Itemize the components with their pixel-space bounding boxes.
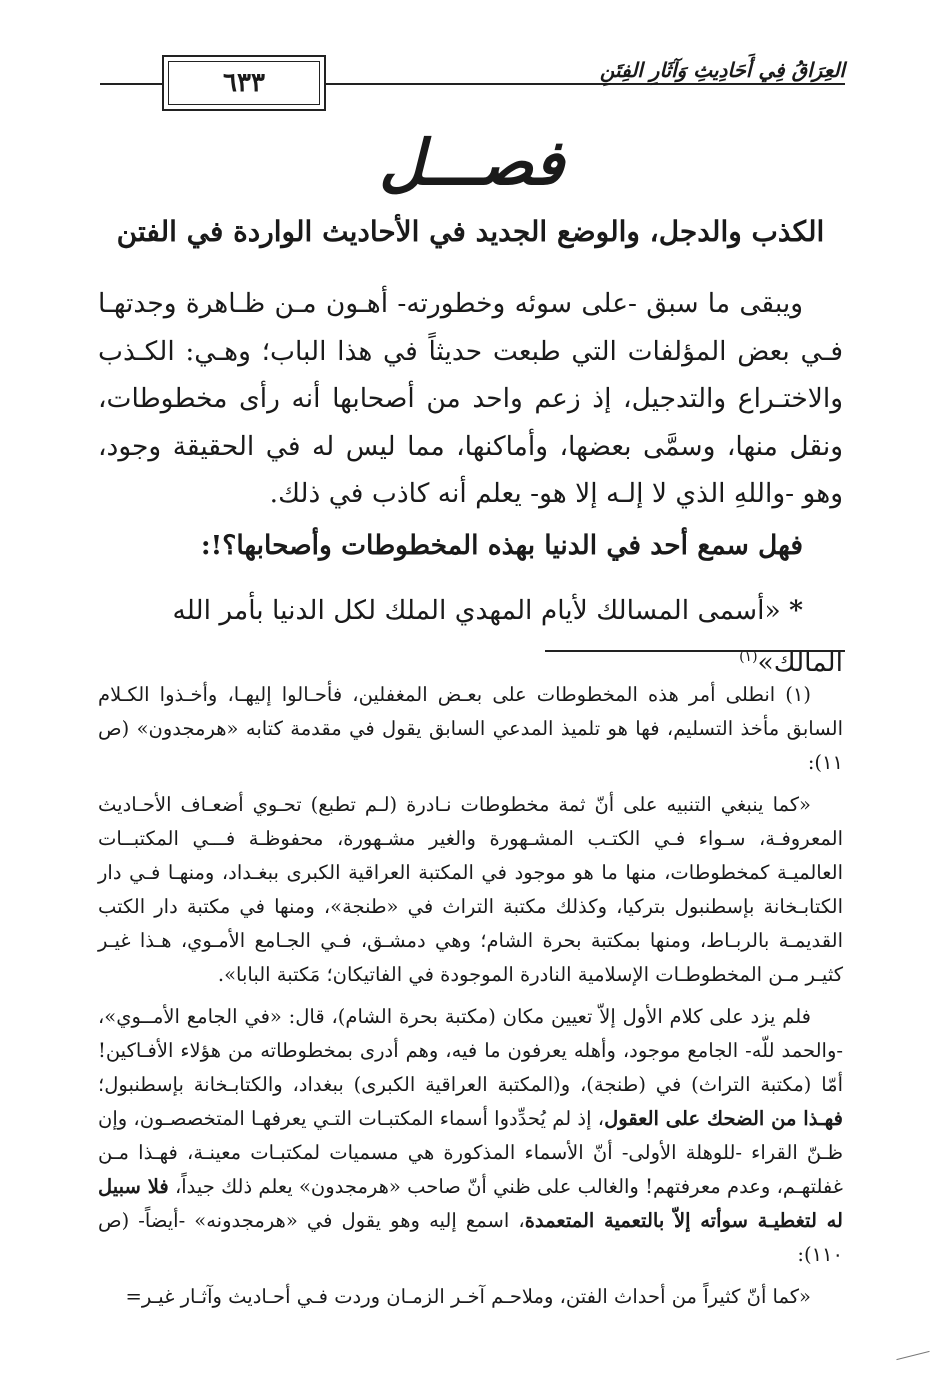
manuscript-title-item bbox=[98, 588, 843, 686]
commentary-text: ، اسمع إليه وهو يقول في «هرمجدونه» -أيضاً- (ص ١١٠): bbox=[98, 1209, 843, 1266]
footnote-quote: «كما ينبغي التنبيه على أنّ ثمة مخطوطات نـادرة (لـم تطبع) تحـوي أضعـاف الأحـاديث المعروفـة، سـواء فـي الكتـب المشـهورة والغير مشـهورة، محفوظـة فـــي المكتبــات العالميـة كمخطوطات، منها ما هو موجود في المكتبة العراقية الكبرى ببغـداد، ومنهـا فـي دار الكتابـخانة بإسطنبول بتركيا، وكذلك مكتبة التراث في «طنجة»، ومنها في مكتبة دار الكتب القديمـة بالربـاط، ومنها بمكتبة بحرة الشام؛ وهي دمشـق، فـي الجـامع الأمـوي، هـذا غيـر كثيـر مـن المخطوطـات الإسلامية النادرة الموجودة في الفاتيكان؛ مَكتبة البابا». bbox=[98, 793, 843, 986]
manuscript-title: «أسمى المسالك لأيام المهدي الملك لكل الدنيا بأمر الله المالك» bbox=[172, 595, 843, 678]
header-rule-left bbox=[100, 83, 162, 85]
page-number: ٦٣٣ bbox=[223, 68, 265, 98]
footnote-quote-continued: «كما أنّ كثيراً من أحداث الفتن، وملاحـم آخـر الزمـان وردت فـي أحـاديث وآثـار غيـر= bbox=[125, 1285, 811, 1308]
footnotes-block bbox=[98, 678, 843, 1322]
footnote-paragraph: (١) انطلى أمر هذه المخطوطات على بعـض المغفلين، فأحـالوا إليهـا، وأخـذوا الكـلام السابق مأخذ التسليم، فها هو تلميذ المدعي السابق يقول في مقدمة كتابه «هرمجدون» (ص ١١): bbox=[98, 683, 843, 774]
section-label: فصـــل bbox=[379, 126, 564, 199]
footnote-separator bbox=[545, 650, 845, 652]
bullet-star: * bbox=[789, 595, 803, 626]
commentary-text: ، إذ لم يُحدِّدوا أسماء المكتبـات التـي يعرفهـا المتخصصـون، وإن ظـنّ القراء -للوهلة الأولى- أنّ الأسماء المذكورة هي مسميات لمكتبـات معينـة، فهـذا مـن غفلتهـم، وعدم معرفتهم! والغالب على ظني أنّ صاحب «هرمجدون» يعلم ذلك جيداً، bbox=[98, 1107, 843, 1198]
commentary-bold: فهـذا من الضحك على العقول bbox=[604, 1107, 843, 1130]
commentary-text: فلم يزد على كلام الأول إلاّ تعيين مكان (مكتبة بحرة الشام)، قال: «في الجامع الأمــوي»، -والحمد للّه- الجامع موجود، وأهله يعرفون ما فيه، وهم أدرى بمخطوطاته من هؤلاء الأفـاكين! أمّا (مكتبة التراث) في (طنجة)، و(المكتبة العراقية الكبرى) ببغداد، والكتابـخانة بإسطنبول؛ bbox=[98, 1005, 843, 1096]
page-header bbox=[100, 55, 845, 117]
running-book-title: العِرَاقُ فِي أَحَادِيثِ وَآثَارِ الفِتَنِ bbox=[590, 57, 845, 83]
body-paragraph: ويبقى ما سبق -على سوئه وخطورته- أهـون مـن ظـاهرة وجدتهـا فـي بعض المؤلفات التي طبعت حديثاً في هذا الباب؛ وهـي: الكـذب والاختـراع والتدجيل، إذ زعم واحد من أصحابها أنه رأى مخطوطات، ونقل منها، وسمَّى بعضها، وأماكنها، مما ليس له في الحقيقة وجود، وهو -واللهِ الذي لا إلـه إلا هو- يعلم أنه كاذب في ذلك. bbox=[98, 288, 843, 509]
page-number-frame bbox=[162, 55, 326, 111]
footnote-reference: (١) bbox=[739, 649, 758, 665]
chapter-title: الكذب والدجل، والوضع الجديد في الأحاديث الواردة في الفتن bbox=[116, 215, 825, 248]
commentary-bold: فلا سبيل له لتغطيـة سوأته إلاّ بالتعمية المتعمدة bbox=[98, 1175, 843, 1232]
main-text-block bbox=[98, 280, 843, 518]
margin-mark bbox=[896, 1351, 929, 1360]
question-line: فهل سمع أحد في الدنيا بهذه المخطوطات وأصحابها؟!: bbox=[200, 530, 803, 561]
footnote-commentary bbox=[98, 1000, 843, 1272]
header-rule-right bbox=[326, 83, 845, 85]
